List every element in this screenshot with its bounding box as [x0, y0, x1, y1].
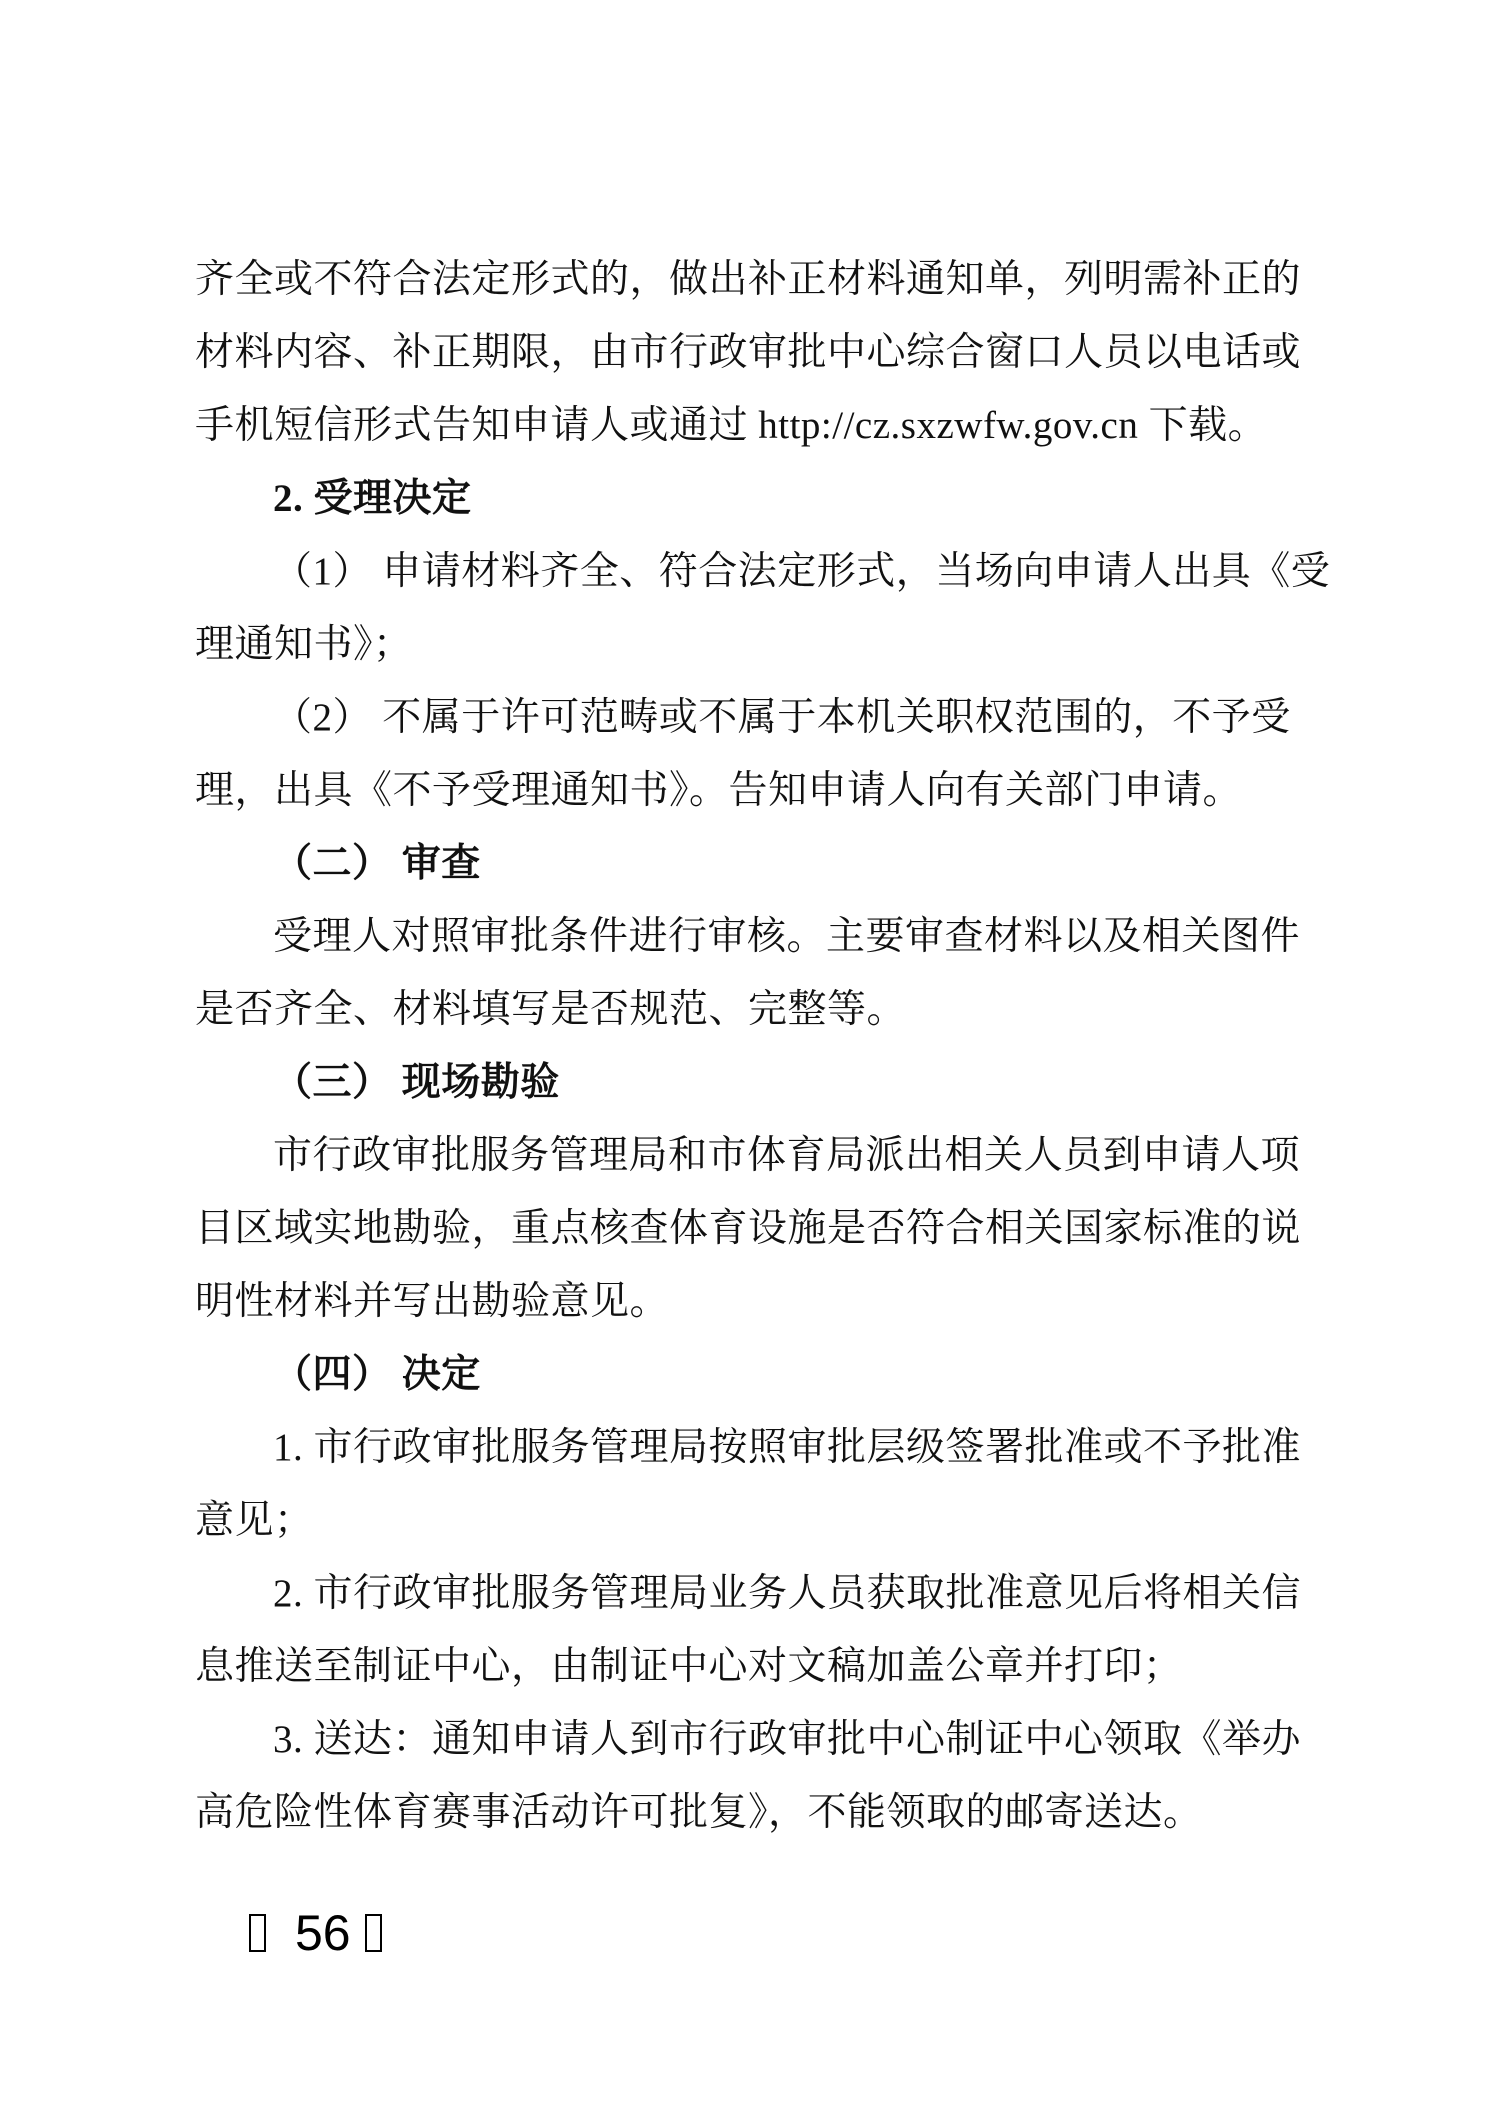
page-footer — [249, 1905, 382, 1961]
text-line: 市行政审批服务管理局和市体育局派出相关人员到申请人项 — [273, 1134, 1301, 1177]
text-line: 3. 送达：通知申请人到市行政审批中心制证中心领取《举办 — [273, 1718, 1302, 1761]
text-line: 手机短信形式告知申请人或通过 http://cz.sxzwfw.gov.cn 下载。 — [195, 404, 1268, 447]
missing-glyph-box-icon — [365, 1914, 382, 1952]
text-line: 明性材料并写出勘验意见。 — [195, 1280, 670, 1323]
text-line: 材料内容、补正期限，由市行政审批中心综合窗口人员以电话或 — [195, 331, 1302, 374]
text-line: （2） 不属于许可范畴或不属于本机关职权范围的，不予受 — [273, 696, 1291, 739]
page-number: 56 — [295, 1905, 351, 1961]
text-line: 目区域实地勘验，重点核查体育设施是否符合相关国家标准的说 — [195, 1207, 1302, 1250]
text-line: 2. 市行政审批服务管理局业务人员获取批准意见后将相关信 — [273, 1572, 1302, 1615]
text-line: 息推送至制证中心，由制证中心对文稿加盖公章并打印； — [195, 1645, 1183, 1688]
text-line: （1） 申请材料齐全、符合法定形式，当场向申请人出具《受 — [273, 550, 1331, 593]
heading-line: （三） 现场勘验 — [273, 1061, 560, 1104]
heading-line: （二） 审查 — [273, 842, 481, 885]
missing-glyph-box-icon — [249, 1914, 266, 1952]
text-line: 1. 市行政审批服务管理局按照审批层级签署批准或不予批准 — [273, 1426, 1302, 1469]
text-line: 高危险性体育赛事活动许可批复》，不能领取的邮寄送达。 — [195, 1791, 1203, 1834]
heading-line: 2. 受理决定 — [273, 477, 472, 520]
text-line: 意见； — [195, 1499, 314, 1542]
document-body — [195, 243, 1331, 1849]
heading-line: （四） 决定 — [273, 1353, 481, 1396]
text-line: 理，出具《不予受理通知书》。告知申请人向有关部门申请。 — [195, 769, 1243, 812]
text-line: 是否齐全、材料填写是否规范、完整等。 — [195, 988, 907, 1031]
text-line: 受理人对照审批条件进行审核。主要审查材料以及相关图件 — [273, 915, 1301, 958]
text-line: 理通知书》； — [195, 623, 413, 666]
text-line: 齐全或不符合法定形式的，做出补正材料通知单，列明需补正的 — [195, 258, 1302, 301]
